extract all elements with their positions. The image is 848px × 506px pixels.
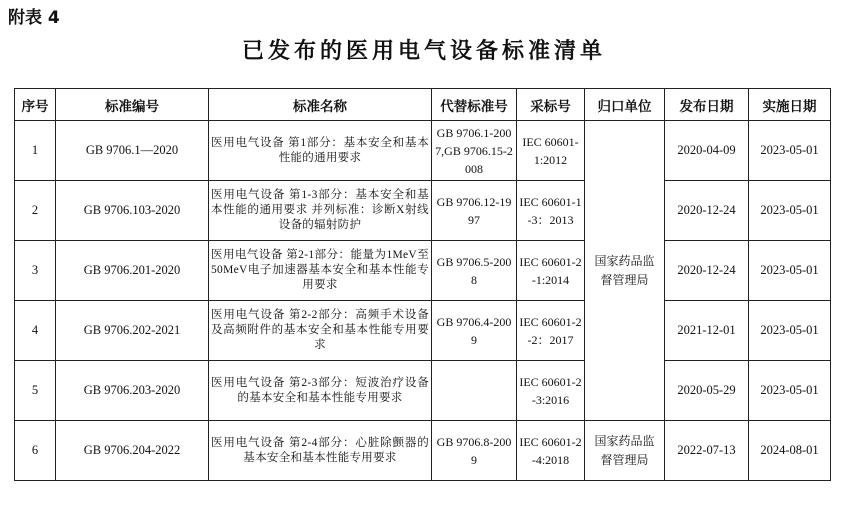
cell-impl-date: 2023-05-01 bbox=[749, 181, 831, 241]
cell-replaced: GB 9706.1-2007,GB 9706.15-2008 bbox=[432, 121, 517, 181]
table-row bbox=[15, 361, 831, 421]
header-impl-date: 实施日期 bbox=[749, 89, 831, 121]
cell-std-name: 医用电气设备 第2-1部分：能量为1MeV至50MeV电子加速器基本安全和基本性能专用要求 bbox=[209, 241, 432, 301]
cell-std-no: GB 9706.203-2020 bbox=[56, 361, 209, 421]
header-std-no: 标准编号 bbox=[56, 89, 209, 121]
cell-std-name: 医用电气设备 第2-4部分：心脏除颤器的基本安全和基本性能专用要求 bbox=[209, 421, 432, 481]
cell-std-no: GB 9706.204-2022 bbox=[56, 421, 209, 481]
cell-adopted: IEC 60601-1-3：2013 bbox=[517, 181, 585, 241]
cell-std-no: GB 9706.202-2021 bbox=[56, 301, 209, 361]
cell-replaced: GB 9706.4-2009 bbox=[432, 301, 517, 361]
cell-replaced bbox=[432, 361, 517, 421]
cell-seq: 6 bbox=[15, 421, 56, 481]
cell-std-no: GB 9706.1—2020 bbox=[56, 121, 209, 181]
cell-pub-date: 2020-12-24 bbox=[665, 241, 749, 301]
header-replaced: 代替标准号 bbox=[432, 89, 517, 121]
cell-impl-date: 2023-05-01 bbox=[749, 301, 831, 361]
table-row bbox=[15, 241, 831, 301]
cell-replaced: GB 9706.12-1997 bbox=[432, 181, 517, 241]
table-row bbox=[15, 301, 831, 361]
cell-pub-date: 2020-12-24 bbox=[665, 181, 749, 241]
cell-seq: 5 bbox=[15, 361, 56, 421]
cell-std-name: 医用电气设备 第1-3部分：基本安全和基本性能的通用要求 并列标准：诊断X射线设备的辐射防护 bbox=[209, 181, 432, 241]
cell-unit: 国家药品监督管理局 bbox=[585, 421, 665, 481]
annex-label: 附表 4 bbox=[8, 8, 60, 28]
header-adopted: 采标号 bbox=[517, 89, 585, 121]
header-pub-date: 发布日期 bbox=[665, 89, 749, 121]
cell-seq: 3 bbox=[15, 241, 56, 301]
cell-seq: 2 bbox=[15, 181, 56, 241]
header-unit: 归口单位 bbox=[585, 89, 665, 121]
cell-seq: 4 bbox=[15, 301, 56, 361]
cell-impl-date: 2023-05-01 bbox=[749, 241, 831, 301]
table-row bbox=[15, 121, 831, 181]
cell-std-no: GB 9706.201-2020 bbox=[56, 241, 209, 301]
cell-impl-date: 2024-08-01 bbox=[749, 421, 831, 481]
cell-std-name: 医用电气设备 第2-3部分：短波治疗设备的基本安全和基本性能专用要求 bbox=[209, 361, 432, 421]
cell-adopted: IEC 60601-2-2：2017 bbox=[517, 301, 585, 361]
cell-pub-date: 2020-05-29 bbox=[665, 361, 749, 421]
header-row bbox=[15, 89, 831, 121]
cell-seq: 1 bbox=[15, 121, 56, 181]
cell-impl-date: 2023-05-01 bbox=[749, 121, 831, 181]
cell-std-name: 医用电气设备 第1部分：基本安全和基本性能的通用要求 bbox=[209, 121, 432, 181]
cell-unit: 国家药品监督管理局 bbox=[585, 121, 665, 421]
standards-table bbox=[14, 88, 831, 481]
cell-replaced: GB 9706.5-2008 bbox=[432, 241, 517, 301]
cell-adopted: IEC 60601-2-3:2016 bbox=[517, 361, 585, 421]
cell-impl-date: 2023-05-01 bbox=[749, 361, 831, 421]
cell-pub-date: 2020-04-09 bbox=[665, 121, 749, 181]
cell-adopted: IEC 60601-1:2012 bbox=[517, 121, 585, 181]
cell-std-no: GB 9706.103-2020 bbox=[56, 181, 209, 241]
cell-pub-date: 2022-07-13 bbox=[665, 421, 749, 481]
cell-adopted: IEC 60601-2-4:2018 bbox=[517, 421, 585, 481]
cell-pub-date: 2021-12-01 bbox=[665, 301, 749, 361]
cell-adopted: IEC 60601-2-1:2014 bbox=[517, 241, 585, 301]
document-title: 已发布的医用电气设备标准清单 bbox=[241, 38, 606, 64]
table-row bbox=[15, 181, 831, 241]
cell-std-name: 医用电气设备 第2-2部分：高频手术设备及高频附件的基本安全和基本性能专用要求 bbox=[209, 301, 432, 361]
header-seq: 序号 bbox=[15, 89, 56, 121]
table-row bbox=[15, 421, 831, 481]
cell-replaced: GB 9706.8-2009 bbox=[432, 421, 517, 481]
header-std-name: 标准名称 bbox=[209, 89, 432, 121]
